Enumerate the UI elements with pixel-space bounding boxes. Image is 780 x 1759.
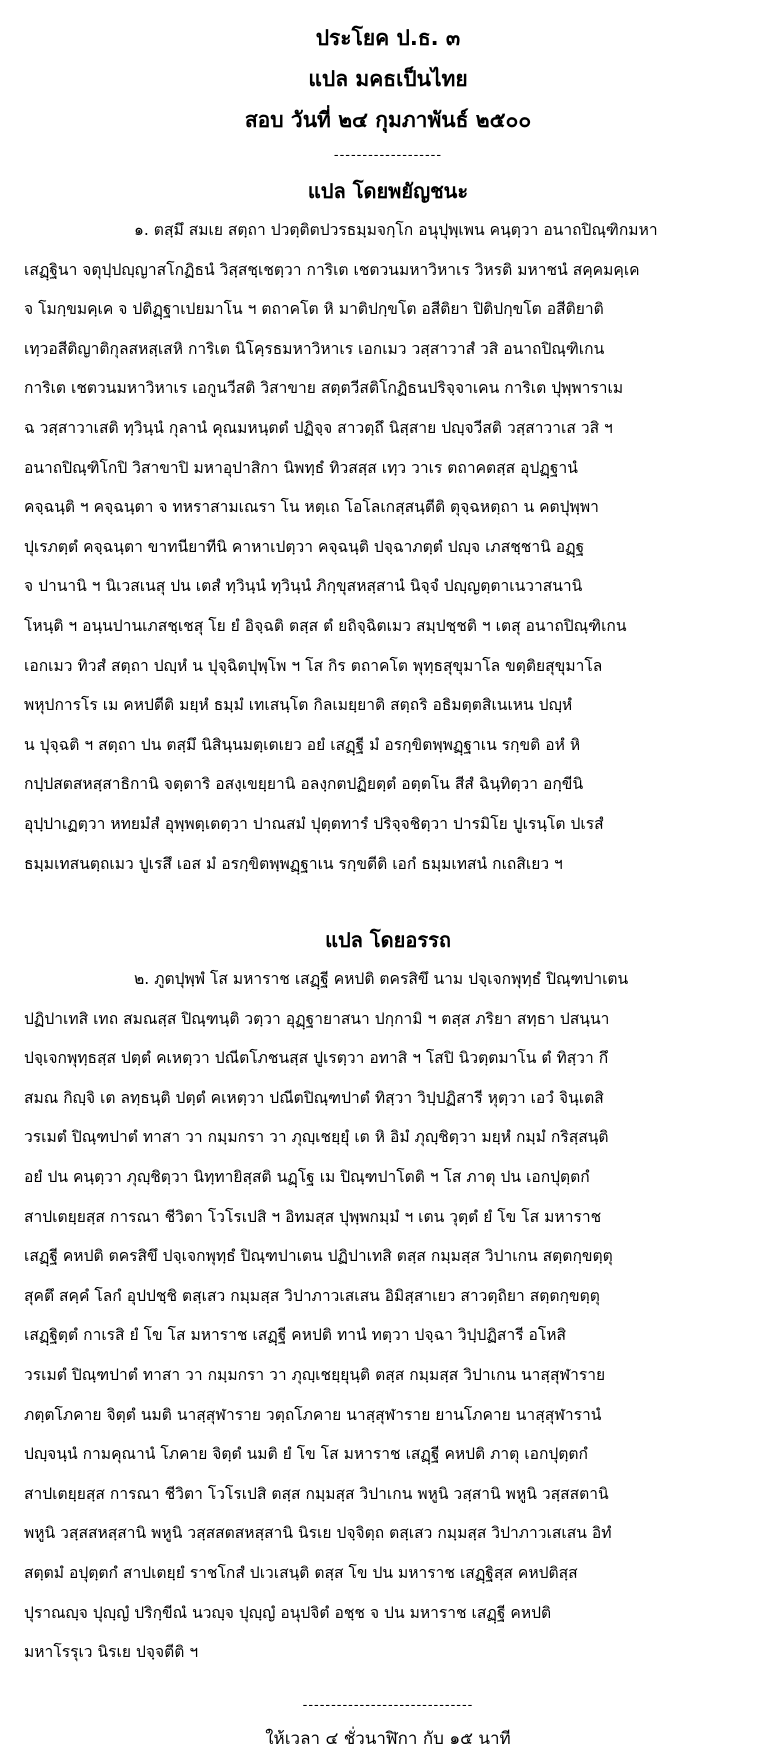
- section-1-title: แปล โดยพยัญชนะ: [307, 179, 469, 203]
- passage-line: สตฺตมํ อปุตฺตกํ สาปเตยฺยํ ราชโกสํ ปเวเสนฺติ ตสฺส โข ปน มหาราช เสฏฺฐิสฺส คหปติสฺส: [24, 1564, 578, 1582]
- passage-line: เทฺวอสีติญาติกุลสหสฺเสหิ การิเต นิโคฺรธมหาวิหาเร เอกเมว วสฺสาวาสํ วสิ อนาถปิณฺฑิเกน: [24, 339, 605, 358]
- exam-level-title: ประโยค ป.ธ. ๓: [315, 26, 461, 50]
- footer-separator: ------------------------------: [302, 1697, 474, 1713]
- passage-line: จ ปานานิ ฯ นิเวสเนสุ ปน เตสํ ทฺวินฺนํ ทฺวินฺนํ ภิกฺขุสหสฺสานํ นิจฺจํ ปญฺญตฺตาเนวาสนานิ: [24, 577, 583, 596]
- passage-line: ฉ วสฺสาวาเสติ ทฺวินฺนํ กุลานํ คุณมหนฺตตํ ปฏิจฺจ สาวตฺถึ นิสฺสาย ปญฺจวีสติ วสฺสาวาเส วสิ ฯ: [24, 418, 613, 437]
- passage-line: สุคตึ สคฺคํ โลกํ อุปปชฺชิ ตสฺเสว กมฺมสฺส วิปาภาวเสเสน อิมิสฺสาเยว สาวตฺถิยา สตฺตกฺขตฺตุ: [24, 1286, 600, 1305]
- exam-subject-title: แปล มคธเป็นไทย: [308, 67, 468, 91]
- passage-line: เอกเมว ทิวสํ สตฺถา ปญฺหํ น ปุจฺฉิตปุพฺโพ ฯ โส กิร ตถาคโต พุทฺธสุขุมาโล ขตฺติยสุขุมาโล: [24, 656, 603, 675]
- section-2-passage: [24, 960, 752, 1673]
- passage-line: น ปุจฺฉติ ฯ สตฺถา ปน ตสฺมึ นิสินฺนมตฺเตเยว อยํ เสฏฺฐี มํ อรกฺขิตพฺพฏฺฐาเน รกฺขติ อหํ หิ: [24, 735, 581, 754]
- time-allowed-note: ให้เวลา ๔ ชั่วนาฬิกา กับ ๑๕ นาที: [265, 1728, 511, 1749]
- passage-line: ภตฺตโภคาย จิตฺตํ นมติ นาสฺสุฬาราย วตฺถโภคาย นาสฺสุฬาราย ยานโภคาย นาสฺสุฬารานํ: [24, 1405, 602, 1424]
- passage-line: เสฏฺฐินา จตุปฺปญฺญาสโกฏิธนํ วิสฺสชฺเชตฺวา การิเต เชตวนมหาวิหาเร วิหรติ มหาชนํ สคฺคมคฺเค: [24, 260, 640, 279]
- header-separator: -------------------: [333, 148, 443, 163]
- passage-line: ธมฺมเทสนตฺถเมว ปูเรสึ เอส มํ อรกฺขิตพฺพฏฺฐาเน รกฺขตีติ เอกํ ธมฺมเทสนํ กเถสิเยว ฯ: [24, 854, 563, 873]
- passage-line: เสฏฺฐิตฺตํ กาเรสิ ยํ โข โส มหาราช เสฏฺฐี คหปติ ทานํ ทตฺวา ปจฺฉา วิปฺปฏิสารี อโหสิ: [24, 1326, 567, 1345]
- passage-line: สาปเตยฺยสฺส การณา ชีวิตา โวโรเปสิ ฯ อิทมสฺส ปุพฺพกมฺมํ ฯ เตน วุตฺตํ ยํ โข โส มหาราช: [24, 1207, 602, 1226]
- passage-line: อุปฺปาเฏตฺวา หทยมํสํ อุพฺพตฺเตตฺวา ปาณสมํ ปุตฺตทารํ ปริจฺจชิตฺวา ปารมิโย ปูเรนฺโต ปเรสํ: [24, 814, 604, 833]
- passage-line: เสฏฺฐี คหปติ ตครสิขึ ปจฺเจกพุทฺธํ ปิณฺฑปาเตน ปฏิปาเทสิ ตสฺส กมฺมสฺส วิปาเกน สตฺตกฺขตฺตุ: [24, 1247, 613, 1266]
- passage-line: กปฺปสตสหสฺสาธิกานิ จตฺตาริ อสงฺเขยฺยานิ อลงฺกตปฏิยตฺตํ อตฺตโน สีสํ ฉินฺทิตฺวา อกฺขีนิ: [24, 775, 584, 794]
- passage-line: ๒. ภูตปุพฺพํ โส มหาราช เสฏฺฐี คหปติ ตครสิขึ นาม ปจฺเจกพุทฺธํ ปิณฺฑปาเตน: [134, 970, 629, 989]
- passage-line: จ โมกฺขมคฺเค จ ปติฏฺฐาเปยมาโน ฯ ตถาคโต หิ มาติปกฺขโต อสีติยา ปิติปกฺขโต อสีติยาติ: [24, 300, 604, 319]
- exam-header: [24, 18, 752, 171]
- exam-date-title: สอบ วันที่ ๒๔ กุมภาพันธ์ ๒๕๐๐: [244, 108, 532, 132]
- section-1-passage: [24, 211, 752, 884]
- passage-line: สาปเตยฺยสฺส การณา ชีวิตา โวโรเปสิ ตสฺส กมฺมสฺส วิปาเกน พหูนิ วสฺสานิ พหูนิ วสฺสสตานิ: [24, 1484, 609, 1503]
- passage-line: ปุเรภตฺตํ คจฺฉนฺตา ขาทนียาทีนิ คาหาเปตฺวา คจฺฉนฺติ ปจฺฉาภตฺตํ ปญฺจ เภสชฺชานิ อฏฺฐ: [24, 537, 585, 556]
- passage-line: มหาโรรุเว นิรเย ปจฺจตีติ ฯ: [24, 1643, 199, 1662]
- passage-line: วรเมตํ ปิณฺฑปาตํ ทาสา วา กมฺมกรา วา ภุญฺเชยฺยุนฺติ ตสฺส กมฺมสฺส วิปาเกน นาสฺสุฬาราย: [24, 1366, 606, 1385]
- passage-line: คจฺฉนฺติ ฯ คจฺฉนฺตา จ ทหราสามเณรา โน หตฺเถ โอโลเกสฺสนฺตีติ ตุจฺฉหตฺถา น คตปุพฺพา: [24, 498, 599, 517]
- passage-line: สมณ กิญฺจิ เต ลทฺธนฺติ ปตฺตํ คเหตฺวา ปณีตปิณฺฑปาตํ ทิสฺวา วิปฺปฏิสารี หุตฺวา เอวํ จินฺเตสิ: [24, 1088, 604, 1107]
- passage-line: ปจฺเจกพุทฺธสฺส ปตฺตํ คเหตฺวา ปณีตโภชนสฺส ปูเรตฺวา อทาสิ ฯ โสปิ นิวตฺตมาโน ตํ ทิสฺวา กึ: [24, 1049, 609, 1068]
- passage-line: ปญฺจนฺนํ กามคุณานํ โภคาย จิตฺตํ นมติ ยํ โข โส มหาราช เสฏฺฐี คหปติ ภาตุ เอกปุตฺตกํ: [24, 1445, 588, 1464]
- passage-line: การิเต เชตวนมหาวิหาเร เอกูนวีสติ วิสาขาย สตฺตวีสติโกฏิธนปริจฺจาเคน การิเต ปุพฺพาราเม: [24, 379, 624, 398]
- passage-line: พหูนิ วสฺสสหสฺสานิ พหูนิ วสฺสสตสหสฺสานิ นิรเย ปจฺจิตฺถ ตสฺเสว กมฺมสฺส วิปาภาวเสเสน อิทํ: [24, 1524, 612, 1543]
- section-2-title: แปล โดยอรรถ: [325, 928, 451, 953]
- section-gap: [24, 884, 752, 920]
- passage-line: ปฏิปาเทสิ เทถ สมณสฺส ปิณฺฑนฺติ วตฺวา อุฏฺฐายาสนา ปกฺกามิ ฯ ตสฺส ภริยา สทฺธา ปสนฺนา: [24, 1009, 610, 1028]
- passage-line: อนาถปิณฺฑิโกปิ วิสาขาปิ มหาอุปาสิกา นิพทฺธํ ทิวสสฺส เทฺว วาเร ตถาคตสฺส อุปฏฺฐานํ: [24, 458, 578, 477]
- passage-line: ๑. ตสฺมึ สมเย สตฺถา ปวตฺติตปวรธมฺมจกฺโก อนุปุพฺเพน คนฺตฺวา อนาถปิณฺฑิกมหา: [134, 221, 658, 239]
- passage-line: ปุราณญฺจ ปุญฺญํ ปริกฺขีณํ นวญฺจ ปุญฺญํ อนุปจิตํ อชฺช จ ปน มหาราช เสฏฺฐี คหปติ: [24, 1603, 552, 1622]
- passage-line: โหนฺติ ฯ อนฺนปานเภสชฺเชสุ โย ยํ อิจฺฉติ ตสฺส ตํ ยถิจฺฉิตเมว สมฺปชฺชติ ฯ เตสุ อนาถปิณฺฑิเกน: [24, 616, 627, 635]
- passage-line: วรเมตํ ปิณฺฑปาตํ ทาสา วา กมฺมกรา วา ภุญฺเชยฺยุํ เต หิ อิมํ ภุญฺชิตฺวา มยฺหํ กมฺมํ กริสฺสนฺติ: [24, 1128, 609, 1147]
- passage-line: อยํ ปน คนฺตฺวา ภุญฺชิตฺวา นิทฺทายิสฺสติ นฏฺโฐ เม ปิณฺฑปาโตติ ฯ โส ภาตุ ปน เอกปุตฺตกํ: [24, 1168, 590, 1187]
- passage-line: พหุปการโร เม คหปตีติ มยฺหํ ธมฺมํ เทเสนฺโต กิลเมยฺยาติ สตฺถริ อธิมตฺตสิเนเหน ปญฺหํ: [24, 696, 573, 715]
